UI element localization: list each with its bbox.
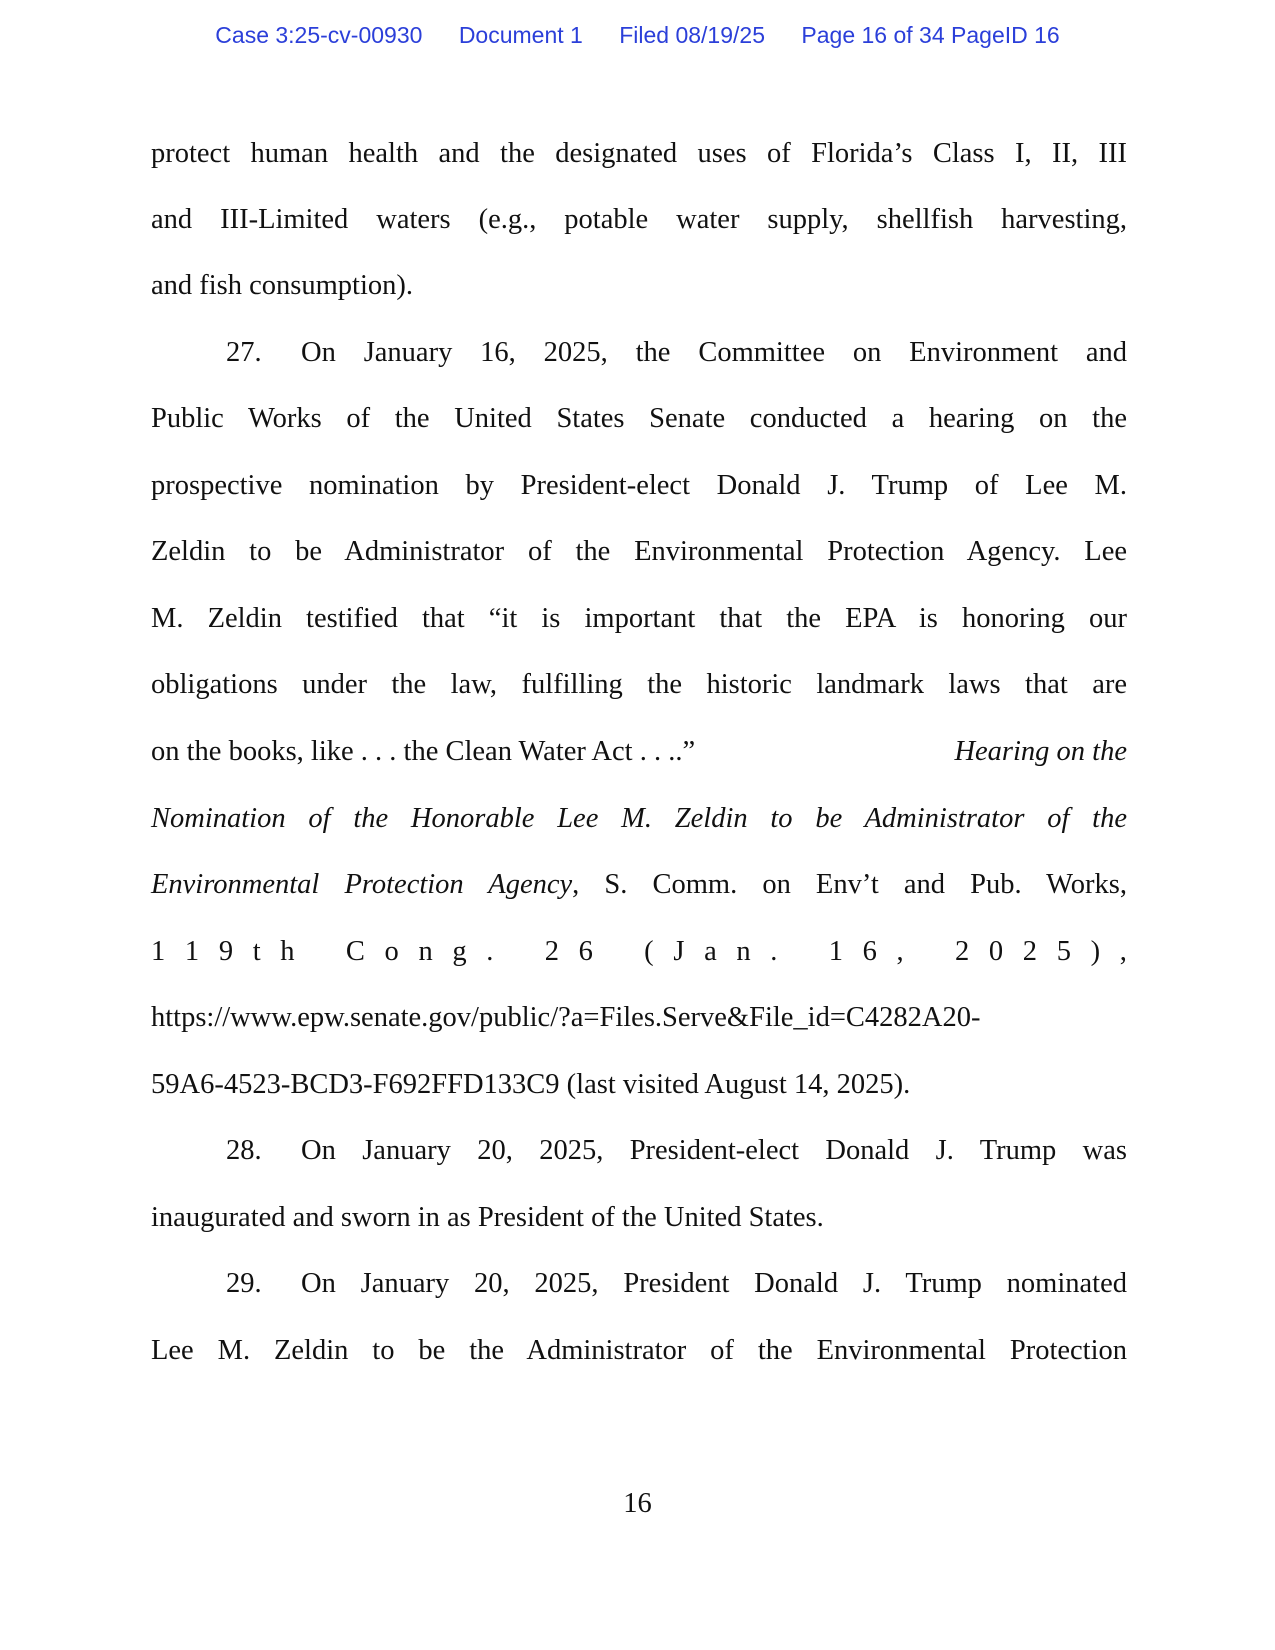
paragraph-number-29: 29. (226, 1268, 262, 1299)
body-line-3: and fish consumption). (151, 270, 414, 301)
spaced-char: ( (644, 936, 654, 967)
paragraph-28-line-2: inaugurated and sworn in as President of the United States. (151, 1202, 824, 1233)
document-number: Document 1 (458, 22, 583, 48)
paragraph-28-text-1: On January 20, 2025, President-elect Donald J. Trump was (301, 1135, 1127, 1166)
paragraph-27-line-3: prospective nomination by President-elect Donald J. Trump of Lee M. (151, 470, 1127, 501)
spaced-char: a (704, 936, 717, 967)
spaced-char: 2 (954, 936, 970, 967)
paragraph-29-text-1: On January 20, 2025, President Donald J. Trump nominated (301, 1268, 1127, 1299)
spaced-char: C (345, 936, 365, 967)
spaced-char: 5 (1056, 936, 1071, 967)
citation-url: https://www.epw.senate.gov/public/?a=Files.Serve&File_id=C4282A20- (151, 1002, 981, 1033)
spaced-char: 2 (1022, 936, 1038, 967)
filed-date: Filed 08/19/25 (619, 22, 765, 48)
citation-title-start: Hearing on the (954, 736, 1127, 767)
paragraph-27-line-7 (151, 734, 1127, 770)
citation-url-end: 59A6-4523-BCD3-F692FFD133C9 (last visited August 14, 2025). (151, 1069, 911, 1100)
quote-text: on the books, like . . . the Clean Water Act . . ..” (151, 736, 696, 767)
paragraph-number-27: 27. (226, 337, 262, 368)
spaced-char: 1 (151, 936, 166, 967)
spaced-char: 2 (544, 936, 559, 967)
spaced-char: t (252, 936, 261, 967)
case-header-stamp (0, 22, 1275, 49)
paragraph-29-line-2: Lee M. Zeldin to be the Administrator of the Environmental Protection (151, 1335, 1127, 1366)
spaced-char: 0 (988, 936, 1004, 967)
spaced-char: . (486, 936, 494, 967)
citation-source: , S. Comm. on Env’t and Pub. Works, (572, 869, 1128, 900)
spaced-char: o (384, 936, 399, 967)
spaced-char: . (770, 936, 778, 967)
paragraph-27-text-1: On January 16, 2025, the Committee on Environment and (301, 337, 1127, 368)
paragraph-27-line-5: M. Zeldin testified that “it is important that the EPA is honoring our (151, 603, 1127, 634)
spaced-char: 6 (578, 936, 593, 967)
paragraph-27-line-2: Public Works of the United States Senate conducted a hearing on the (151, 403, 1127, 434)
spaced-char: J (673, 936, 685, 967)
spaced-char: , (1119, 936, 1127, 967)
paragraph-27-line-4: Zeldin to be Administrator of the Environmental Protection Agency. Lee (151, 536, 1127, 567)
paragraph-28-line-1 (226, 1133, 1127, 1169)
page-number: 16 (623, 1488, 652, 1519)
case-number: Case 3:25-cv-00930 (215, 22, 423, 48)
paragraph-27-line-9 (151, 867, 1127, 903)
spaced-char: 1 (184, 936, 200, 967)
spaced-char: 6 (862, 936, 877, 967)
body-line-2: and III-Limited waters (e.g., potable water supply, shellfish harvesting, (151, 204, 1127, 235)
spaced-char: h (280, 936, 295, 967)
paragraph-number-28: 28. (226, 1135, 262, 1166)
spaced-char: g (452, 936, 467, 967)
spaced-char: , (896, 936, 904, 967)
spaced-char: n (418, 936, 433, 967)
body-line-1: protect human health and the designated uses of Florida’s Class I, II, III (151, 138, 1127, 169)
citation-title-end: Environmental Protection Agency (151, 869, 573, 900)
paragraph-27-line-8 (151, 801, 1127, 837)
page-id: Page 16 of 34 PageID 16 (801, 22, 1060, 48)
paragraph-27-line-10 (151, 934, 1127, 970)
spaced-char: ) (1090, 936, 1101, 967)
spaced-char: 9 (218, 936, 234, 967)
citation-title: Nomination of the Honorable Lee M. Zeldin to be Administrator of the (151, 803, 1127, 834)
spaced-char: n (736, 936, 751, 967)
spaced-char: 1 (828, 936, 843, 967)
paragraph-27-line-1 (226, 335, 1127, 371)
paragraph-27-line-6: obligations under the law, fulfilling the historic landmark laws that are (151, 669, 1127, 700)
paragraph-29-line-1 (226, 1266, 1127, 1302)
